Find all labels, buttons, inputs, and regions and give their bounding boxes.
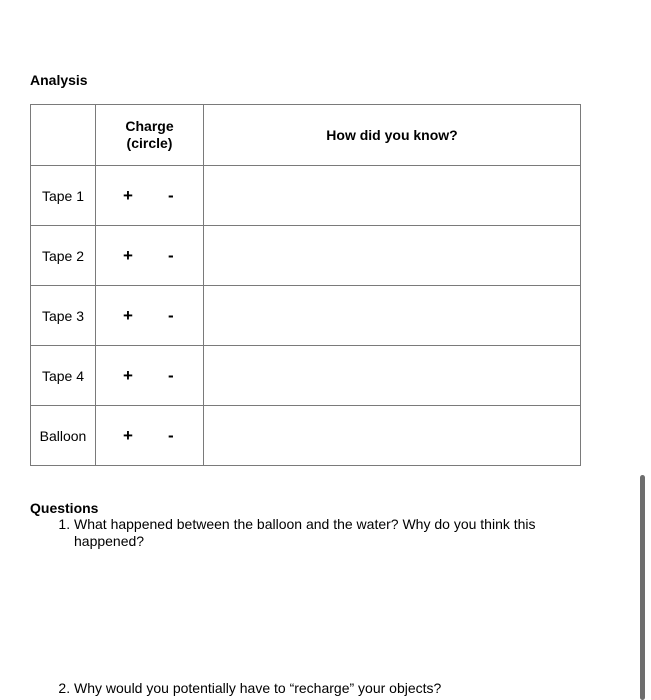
charge-cell bbox=[96, 346, 204, 406]
plus-sign[interactable]: + bbox=[123, 365, 133, 385]
answer-cell[interactable] bbox=[204, 226, 581, 286]
charge-header-line1: Charge bbox=[125, 118, 174, 134]
plus-sign[interactable]: + bbox=[123, 305, 133, 325]
plus-sign[interactable]: + bbox=[123, 185, 133, 205]
table-row bbox=[31, 286, 581, 346]
answer-cell[interactable] bbox=[204, 286, 581, 346]
table-row bbox=[31, 346, 581, 406]
question-item: 1. What happened between the balloon and the water? Why do you think this happened? bbox=[74, 516, 564, 550]
charge-cell bbox=[96, 226, 204, 286]
analysis-heading: Analysis bbox=[30, 72, 88, 88]
answer-cell[interactable] bbox=[204, 346, 581, 406]
plus-sign[interactable]: + bbox=[123, 425, 133, 445]
minus-sign[interactable]: - bbox=[168, 425, 174, 445]
questions-heading: Questions bbox=[30, 500, 99, 516]
analysis-table bbox=[30, 104, 581, 466]
questions-list bbox=[30, 516, 564, 697]
table-row bbox=[31, 226, 581, 286]
row-label: Tape 4 bbox=[31, 346, 96, 406]
charge-header bbox=[96, 105, 204, 166]
row-label: Tape 2 bbox=[31, 226, 96, 286]
row-label: Tape 3 bbox=[31, 286, 96, 346]
minus-sign[interactable]: - bbox=[168, 305, 174, 325]
charge-cell bbox=[96, 406, 204, 466]
minus-sign[interactable]: - bbox=[168, 245, 174, 265]
vertical-scrollbar[interactable] bbox=[640, 475, 645, 700]
how-did-you-know-header: How did you know? bbox=[204, 105, 581, 166]
minus-sign[interactable]: - bbox=[168, 185, 174, 205]
answer-cell[interactable] bbox=[204, 166, 581, 226]
row-label: Balloon bbox=[31, 406, 96, 466]
table-row bbox=[31, 406, 581, 466]
minus-sign[interactable]: - bbox=[168, 365, 174, 385]
charge-header-line2: (circle) bbox=[126, 135, 173, 151]
question-item: 2. Why would you potentially have to “recharge” your objects? bbox=[74, 680, 564, 697]
plus-sign[interactable]: + bbox=[123, 245, 133, 265]
charge-cell bbox=[96, 166, 204, 226]
answer-cell[interactable] bbox=[204, 406, 581, 466]
empty-header-cell bbox=[31, 105, 96, 166]
table-row bbox=[31, 166, 581, 226]
row-label: Tape 1 bbox=[31, 166, 96, 226]
charge-cell bbox=[96, 286, 204, 346]
table-header-row bbox=[31, 105, 581, 166]
